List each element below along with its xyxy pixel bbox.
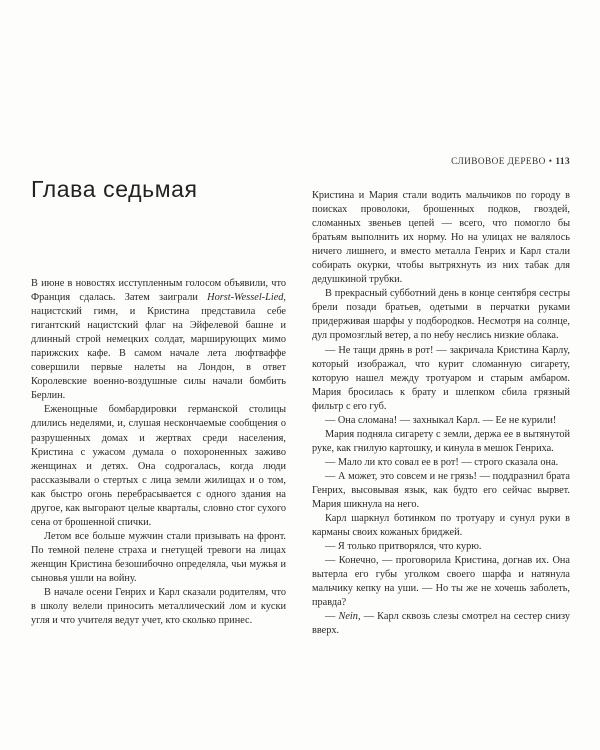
- song-title: Horst-Wessel-Lied: [207, 292, 284, 304]
- paragraph: В начале осени Генрих и Карл сказали родителям, что в школу велели приносить металлический лом и куски угля и что учителя ведут учет, кто сколько принес.: [31, 587, 286, 627]
- paragraph: [312, 610, 570, 638]
- paragraph: — А может, это совсем и не грязь! — поддразнил брата Генрих, высовывая язык, как будто его сейчас вырвет. Мария шикнула на него.: [312, 470, 570, 511]
- paragraph-text: , — Карл сквозь слезы смотрел на сестер снизу вверх.: [312, 611, 570, 637]
- paragraph: Еженощные бомбардировки германской столицы длились неделями, и, слушая нескончаемые сообщения о разрушенных домах и жертвах среди населения, Кристина с ужасом думала о похороненных заживо женщинах и детях. Она содрогалась, когда люди рассказывали о стертых с лица земли жилищах и о том, как быстро огонь перебрасывается с одного здания на другое, как выгорают целые кварталы, словно стог сухого сена от брошенной спички.: [31, 404, 286, 528]
- paragraph: Летом все больше мужчин стали призывать на фронт. По темной пелене страха и гнетущей тревоги на лицах женщин Кристина безошибочно определяла, чьи мужья и сыновья ушли на войну.: [31, 530, 286, 584]
- left-column: [31, 176, 286, 628]
- paragraph-text: , нацистский гимн, и Кристина представила себе гигантский нацистский флаг на Эйфелевой башне и длинный строй немецких солдат, марширующих мимо парижских кафе. В самом начале лета люфтваффе совершили первые налеты на Лондон, в ответ Королевские военно-воздушные силы начали бомбить Берлин.: [31, 292, 286, 402]
- paragraph: Мария подняла сигарету с земли, держа ее в вытянутой руке, как гнилую картошку, и кинула в мешок Генриха.: [312, 428, 570, 454]
- paragraph: Кристина и Мария стали водить мальчиков по городу в поисках проволоки, брошенных подков, гвоздей, сломанных звеньев цепей — всего, что помогло бы братьям выполнить их норму. Но на улицах не валялось ничего лишнего, и вместо металла Генрих и Карл стали собирать окурки, чтобы вытряхнуть из них табак для дедушкиной трубки.: [312, 190, 570, 286]
- paragraph: [31, 277, 286, 403]
- page-number: 113: [555, 157, 570, 167]
- paragraph: В прекрасный субботний день в конце сентября сестры брели позади братьев, одетыми в перчатки руками придерживая шарфы у подбородков. Несмотря на солнце, дул промозглый ветер, а по небу неслись низкие облака.: [312, 288, 570, 342]
- paragraph: Карл шаркнул ботинком по тротуару и сунул руки в карманы своих кожаных бриджей.: [312, 513, 570, 539]
- book-title: СЛИВОВОЕ ДЕРЕВО: [451, 157, 546, 167]
- left-column-body: [31, 277, 286, 628]
- running-header: [312, 157, 570, 167]
- chapter-title: Глава седьмая: [31, 176, 198, 202]
- paragraph: — Она сломана! — захныкал Карл. — Ее не курили!: [325, 414, 557, 426]
- foreign-word: Nein: [338, 611, 358, 623]
- paragraph-text: В июне в новостях исступленным голосом объявили, что Франция сдалась. Затем заиграли: [31, 278, 286, 304]
- header-separator: •: [548, 157, 553, 167]
- paragraph: — Я только притворялся, что курю.: [325, 541, 482, 553]
- paragraph: — Не тащи дрянь в рот! — закричала Кристина Карлу, который изображал, что курит сломанную сигарету, которую нашел между тротуаром и старым амбаром. Мария бросилась к брату и шлепком сбила грязный фильтр с его губ.: [312, 344, 570, 412]
- right-column: [312, 189, 570, 639]
- paragraph: — Мало ли кто совал ее в рот! — строго сказала она.: [325, 456, 559, 468]
- paragraph: — Конечно, — проговорила Кристина, догнав их. Она вытерла его губы уголком своего шарфа и натянула мальчику кепку на уши. — Но ты же не хочешь заболеть, правда?: [312, 555, 570, 609]
- paragraph-text: —: [325, 611, 339, 623]
